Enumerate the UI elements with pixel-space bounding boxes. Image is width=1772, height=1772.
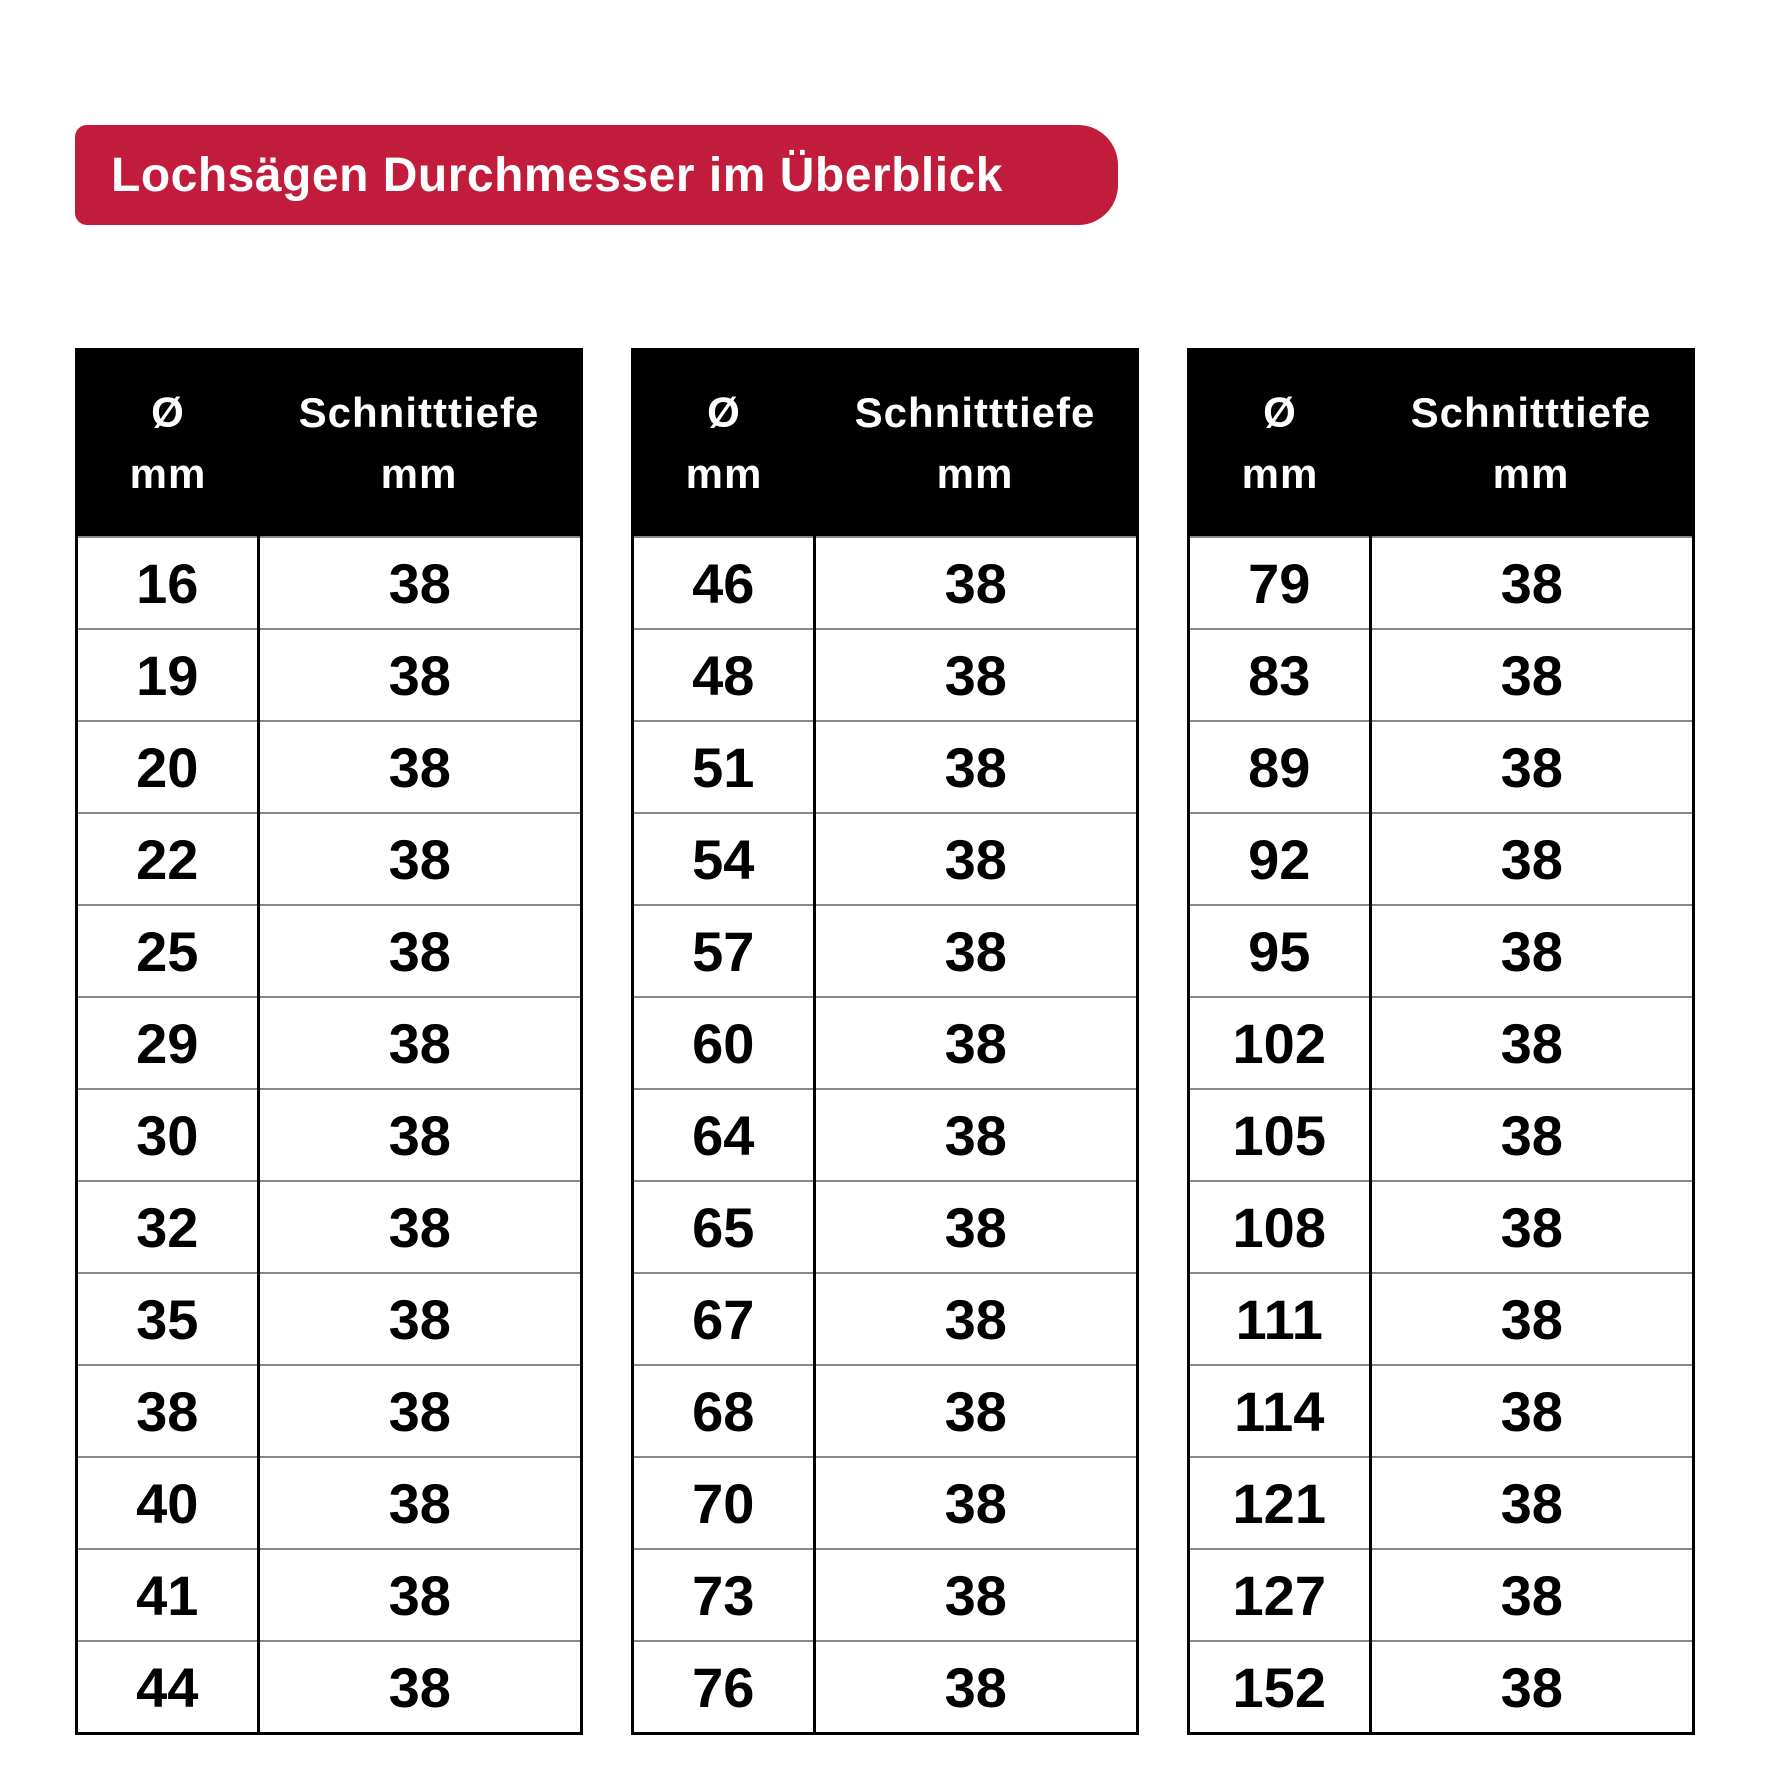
- table-row: [1189, 905, 1694, 997]
- diameter-cell: 64: [633, 1089, 815, 1181]
- depth-cell: 38: [1370, 1273, 1694, 1365]
- depth-cell: 38: [814, 1089, 1138, 1181]
- table-header-row: [77, 350, 582, 538]
- table-row: [1189, 1089, 1694, 1181]
- diameter-cell: 54: [633, 813, 815, 905]
- depth-header: [1370, 350, 1694, 538]
- table-body: [77, 537, 582, 1734]
- diameter-cell: 92: [1189, 813, 1371, 905]
- depth-cell: 38: [814, 1273, 1138, 1365]
- depth-cell: 38: [814, 905, 1138, 997]
- table-row: [77, 905, 582, 997]
- diameter-cell: 73: [633, 1549, 815, 1641]
- diameter-cell: 22: [77, 813, 259, 905]
- table-row: [633, 1181, 1138, 1273]
- diameter-cell: 32: [77, 1181, 259, 1273]
- depth-label: Schnitttiefe: [1410, 388, 1652, 436]
- diameter-cell: 38: [77, 1365, 259, 1457]
- depth-cell: 38: [1370, 997, 1694, 1089]
- table-row: [1189, 1457, 1694, 1549]
- diameter-cell: 70: [633, 1457, 815, 1549]
- depth-cell: 38: [814, 1181, 1138, 1273]
- diameter-cell: 95: [1189, 905, 1371, 997]
- table-row: [1189, 721, 1694, 813]
- depth-cell: 38: [1370, 721, 1694, 813]
- depth-cell: 38: [258, 1365, 582, 1457]
- table-row: [633, 1457, 1138, 1549]
- diameter-cell: 20: [77, 721, 259, 813]
- diameter-cell: 19: [77, 629, 259, 721]
- table-row: [77, 537, 582, 629]
- depth-cell: 38: [1370, 813, 1694, 905]
- depth-cell: 38: [258, 721, 582, 813]
- diameter-unit: mm: [685, 449, 763, 497]
- diameter-header: [633, 350, 815, 538]
- depth-cell: 38: [258, 905, 582, 997]
- diameter-cell: 40: [77, 1457, 259, 1549]
- table-row: [77, 1457, 582, 1549]
- diameter-cell: 121: [1189, 1457, 1371, 1549]
- depth-cell: 38: [814, 813, 1138, 905]
- table-body: [633, 537, 1138, 1734]
- diameter-symbol: Ø: [707, 388, 741, 436]
- diameter-symbol: Ø: [151, 388, 185, 436]
- depth-label: Schnitttiefe: [298, 388, 540, 436]
- page-title: Lochsägen Durchmesser im Überblick: [111, 148, 1003, 202]
- depth-header: [814, 350, 1138, 538]
- diameter-cell: 83: [1189, 629, 1371, 721]
- table-row: [633, 905, 1138, 997]
- diameter-cell: 68: [633, 1365, 815, 1457]
- diameter-cell: 111: [1189, 1273, 1371, 1365]
- diameter-cell: 51: [633, 721, 815, 813]
- table-row: [77, 629, 582, 721]
- diameter-cell: 76: [633, 1641, 815, 1734]
- diameter-cell: 16: [77, 537, 259, 629]
- depth-cell: 38: [1370, 1181, 1694, 1273]
- table-row: [77, 1181, 582, 1273]
- depth-cell: 38: [1370, 1089, 1694, 1181]
- depth-cell: 38: [814, 997, 1138, 1089]
- depth-unit: mm: [1492, 449, 1570, 497]
- diameter-cell: 152: [1189, 1641, 1371, 1734]
- depth-cell: 38: [1370, 629, 1694, 721]
- table-row: [1189, 1641, 1694, 1734]
- table-row: [1189, 537, 1694, 629]
- depth-label: Schnitttiefe: [854, 388, 1096, 436]
- diameter-cell: 30: [77, 1089, 259, 1181]
- table-row: [77, 1549, 582, 1641]
- depth-cell: 38: [258, 1641, 582, 1734]
- depth-cell: 38: [258, 1181, 582, 1273]
- table-header-row: [1189, 350, 1694, 538]
- depth-cell: 38: [814, 537, 1138, 629]
- holesaw-table-3: [1187, 348, 1695, 1735]
- depth-cell: 38: [258, 1089, 582, 1181]
- table-row: [633, 1641, 1138, 1734]
- table-row: [77, 721, 582, 813]
- diameter-cell: 48: [633, 629, 815, 721]
- diameter-unit: mm: [129, 449, 207, 497]
- table-body: [1189, 537, 1694, 1734]
- depth-cell: 38: [258, 537, 582, 629]
- depth-cell: 38: [814, 1641, 1138, 1734]
- diameter-cell: 41: [77, 1549, 259, 1641]
- diameter-cell: 127: [1189, 1549, 1371, 1641]
- depth-cell: 38: [258, 1549, 582, 1641]
- table-row: [633, 629, 1138, 721]
- diameter-cell: 44: [77, 1641, 259, 1734]
- table-row: [633, 721, 1138, 813]
- table-row: [77, 1089, 582, 1181]
- diameter-cell: 60: [633, 997, 815, 1089]
- table-row: [633, 1273, 1138, 1365]
- table-row: [633, 997, 1138, 1089]
- depth-unit: mm: [936, 449, 1014, 497]
- depth-cell: 38: [258, 629, 582, 721]
- table-row: [77, 1641, 582, 1734]
- diameter-cell: 67: [633, 1273, 815, 1365]
- depth-cell: 38: [814, 1549, 1138, 1641]
- diameter-cell: 108: [1189, 1181, 1371, 1273]
- depth-cell: 38: [258, 1273, 582, 1365]
- depth-cell: 38: [258, 997, 582, 1089]
- diameter-cell: 114: [1189, 1365, 1371, 1457]
- depth-cell: 38: [814, 1457, 1138, 1549]
- holesaw-table-2: [631, 348, 1139, 1735]
- depth-cell: 38: [258, 1457, 582, 1549]
- diameter-symbol: Ø: [1263, 388, 1297, 436]
- diameter-cell: 25: [77, 905, 259, 997]
- depth-cell: 38: [814, 629, 1138, 721]
- depth-cell: 38: [1370, 1457, 1694, 1549]
- diameter-cell: 105: [1189, 1089, 1371, 1181]
- table-row: [633, 813, 1138, 905]
- diameter-cell: 65: [633, 1181, 815, 1273]
- depth-cell: 38: [814, 1365, 1138, 1457]
- depth-cell: 38: [1370, 1365, 1694, 1457]
- table-row: [77, 1273, 582, 1365]
- depth-header: [258, 350, 582, 538]
- diameter-cell: 102: [1189, 997, 1371, 1089]
- diameter-cell: 46: [633, 537, 815, 629]
- table-row: [1189, 629, 1694, 721]
- table-row: [633, 537, 1138, 629]
- depth-cell: 38: [1370, 1641, 1694, 1734]
- diameter-header: [1189, 350, 1371, 538]
- holesaw-table-1: [75, 348, 583, 1735]
- title-banner: [75, 125, 1118, 225]
- table-row: [1189, 1273, 1694, 1365]
- tables-container: [75, 348, 1695, 1735]
- depth-cell: 38: [258, 813, 582, 905]
- table-row: [77, 813, 582, 905]
- diameter-header: [77, 350, 259, 538]
- table-row: [77, 1365, 582, 1457]
- diameter-cell: 29: [77, 997, 259, 1089]
- depth-cell: 38: [1370, 905, 1694, 997]
- diameter-cell: 89: [1189, 721, 1371, 813]
- diameter-cell: 79: [1189, 537, 1371, 629]
- depth-unit: mm: [380, 449, 458, 497]
- table-row: [1189, 1181, 1694, 1273]
- depth-cell: 38: [814, 721, 1138, 813]
- table-row: [1189, 997, 1694, 1089]
- table-row: [633, 1365, 1138, 1457]
- depth-cell: 38: [1370, 537, 1694, 629]
- table-row: [1189, 1549, 1694, 1641]
- depth-cell: 38: [1370, 1549, 1694, 1641]
- diameter-unit: mm: [1241, 449, 1319, 497]
- table-row: [77, 997, 582, 1089]
- table-row: [633, 1089, 1138, 1181]
- diameter-cell: 57: [633, 905, 815, 997]
- table-row: [1189, 813, 1694, 905]
- diameter-cell: 35: [77, 1273, 259, 1365]
- table-row: [633, 1549, 1138, 1641]
- table-header-row: [633, 350, 1138, 538]
- table-row: [1189, 1365, 1694, 1457]
